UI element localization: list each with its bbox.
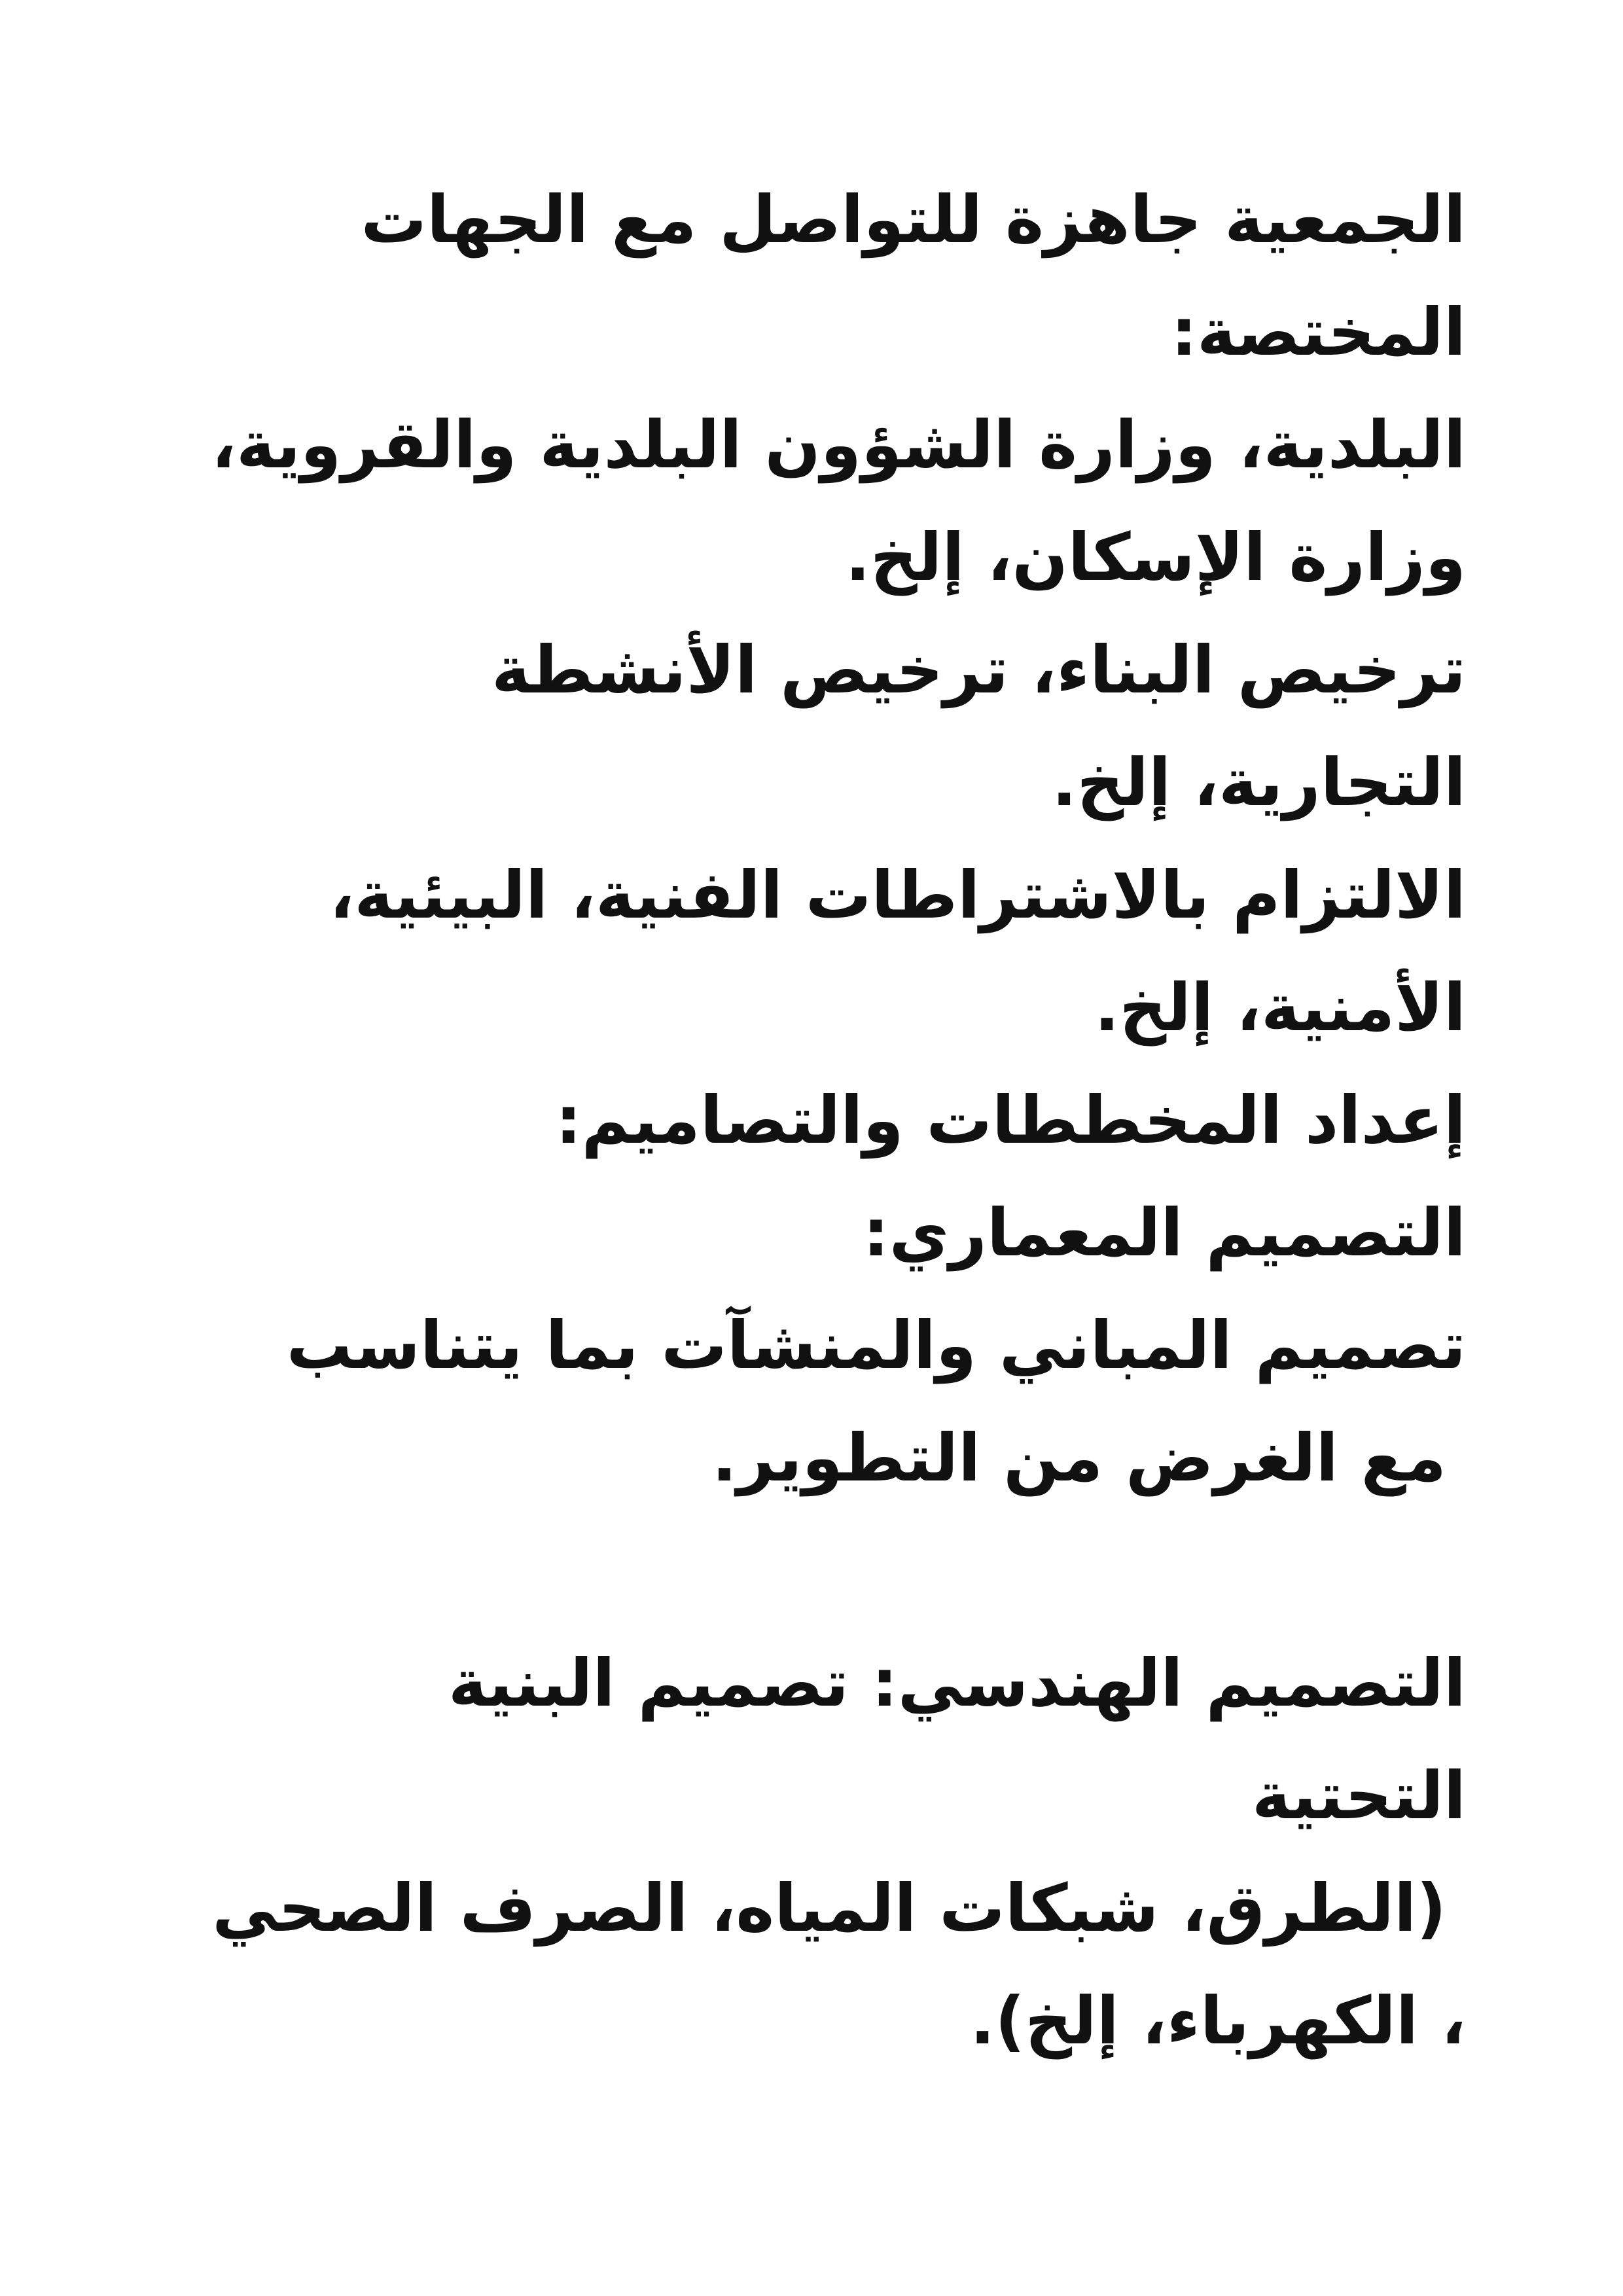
blank-line bbox=[157, 1515, 1466, 1627]
line-9: إعداد المخططات والتصاميم: bbox=[555, 1082, 1466, 1158]
line-11: تصميم المباني والمنشآت بما يتناسب bbox=[286, 1307, 1466, 1384]
line-14: التحتية bbox=[1251, 1757, 1466, 1834]
line-3: البلدية، وزارة الشؤون البلدية والقروية، bbox=[211, 406, 1466, 483]
line-2: المختصة: bbox=[1171, 294, 1466, 370]
line-6: التجارية، إلخ. bbox=[1052, 744, 1466, 821]
line-13: التصميم الهندسي: تصميم البنية bbox=[448, 1645, 1466, 1721]
line-10: التصميم المعماري: bbox=[863, 1194, 1466, 1271]
line-15: (الطرق، شبكات المياه، الصرف الصحي bbox=[212, 1870, 1446, 1946]
line-8: الأمنية، إلخ. bbox=[1094, 969, 1466, 1046]
line-12: مع الغرض من التطوير. bbox=[711, 1420, 1446, 1496]
line-5: ترخيص البناء، ترخيص الأنشطة bbox=[491, 632, 1466, 708]
line-1: الجمعية جاهزة للتواصل مع الجهات bbox=[361, 181, 1466, 258]
document-body bbox=[157, 164, 1466, 2077]
line-4: وزارة الإسكان، إلخ. bbox=[845, 519, 1466, 596]
line-16: ، الكهرباء، إلخ). bbox=[970, 1982, 1466, 2059]
line-7: الالتزام بالاشتراطات الفنية، البيئية، bbox=[329, 857, 1466, 933]
